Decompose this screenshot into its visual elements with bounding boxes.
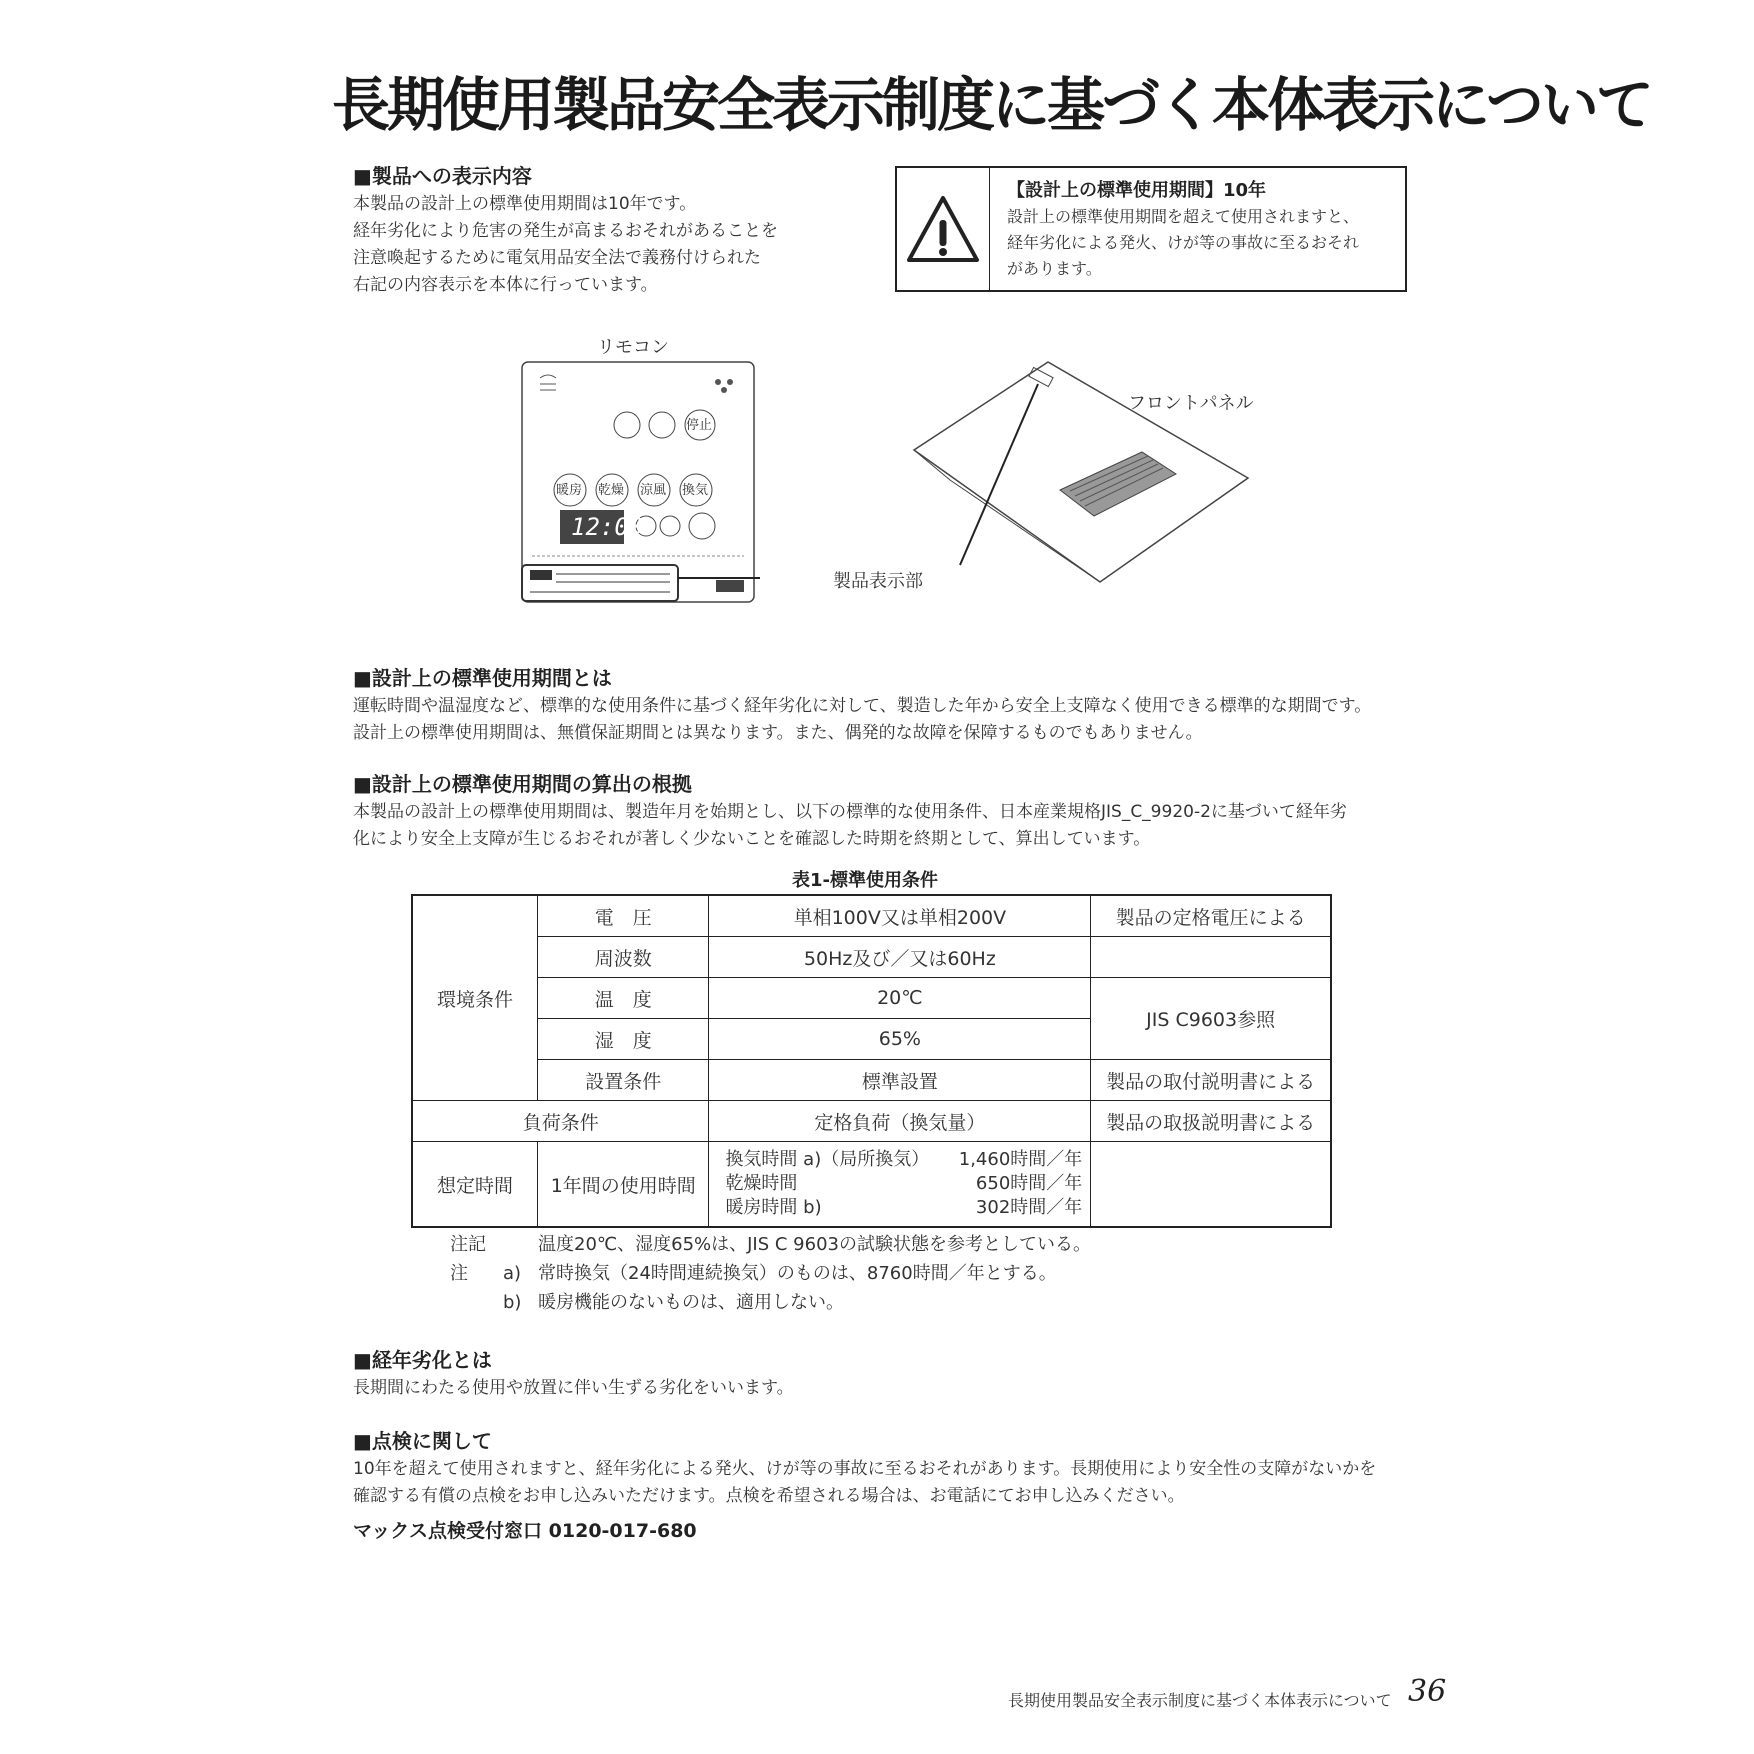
hours-value: 302時間／年 xyxy=(975,1197,1083,1218)
mode-button-label: 暖房 xyxy=(556,483,583,498)
paragraph-line: 化により安全上支障が生じるおそれが著しく少ないことを確認した時期を終期として、算出しています。 xyxy=(353,829,1151,849)
table-cell: 負荷条件 xyxy=(412,1101,709,1142)
note-marker: a) xyxy=(503,1263,522,1284)
table-cell: 周波数 xyxy=(538,937,709,978)
table-cell: 単相100V又は単相200V xyxy=(709,895,1091,937)
ceiling-unit-illustration xyxy=(910,350,1260,600)
paragraph-line: 設計上の標準使用期間は、無償保証期間とは異なります。また、偶発的な故障を保障するものでもありません。 xyxy=(353,723,1203,743)
note-label: 注記 xyxy=(450,1234,486,1255)
paragraph-line: 本製品の設計上の標準使用期間は、製造年月を始期とし、以下の標準的な使用条件、日本産業規格JIS_C_9920-2に基づいて経年劣 xyxy=(353,802,1347,822)
clock-display: 12:00 xyxy=(571,513,644,541)
table-cell: 20℃ xyxy=(709,978,1091,1019)
hours-value: 650時間／年 xyxy=(975,1173,1083,1194)
front-panel-label: フロントパネル xyxy=(1128,393,1254,414)
table-cell: 電 圧 xyxy=(538,895,709,937)
paragraph-line: 10年を超えて使用されますと、経年劣化による発火、けが等の事故に至るおそれがあります。長期使用により安全性の支障がないかを xyxy=(353,1459,1377,1479)
stop-label: 停止 xyxy=(686,418,713,433)
table-row xyxy=(412,937,1331,978)
note-label: 注 xyxy=(450,1263,468,1284)
note-marker: b) xyxy=(503,1292,522,1313)
table-cell: 設置条件 xyxy=(538,1060,709,1101)
hours-label: 換気時間 a)（局所換気） xyxy=(725,1149,930,1170)
table-cell xyxy=(1091,1142,1331,1228)
paragraph-line: 右記の内容表示を本体に行っています。 xyxy=(353,275,658,295)
table-cell: 環境条件 xyxy=(412,895,538,1101)
note-text: 常時換気（24時間連続換気）のものは、8760時間／年とする。 xyxy=(538,1263,1057,1284)
table-cell: 定格負荷（換気量） xyxy=(709,1101,1091,1142)
warning-line: があります。 xyxy=(1007,259,1102,278)
table-row xyxy=(412,895,1331,937)
remote-label: リモコン xyxy=(597,337,669,358)
table-cell: 50Hz及び／又は60Hz xyxy=(709,937,1091,978)
warning-line: 経年劣化による発火、けが等の事故に至るおそれ xyxy=(1007,233,1360,252)
section-period xyxy=(353,662,1371,747)
product-display-label: 製品表示部 xyxy=(833,571,923,592)
paragraph-line: 注意喚起するために電気用品安全法で義務付けられた xyxy=(353,248,761,268)
section-aging xyxy=(353,1344,794,1402)
table-cell: JIS C9603参照 xyxy=(1091,978,1331,1060)
note-text: 温度20℃、湿度65%は、JIS C 9603の試験状態を参考としている。 xyxy=(538,1234,1091,1255)
paragraph-line: 経年劣化により危害の発生が高まるおそれがあることを xyxy=(353,221,778,241)
warning-text xyxy=(1007,178,1359,282)
table-row xyxy=(412,1142,1331,1228)
table-caption: 表1-標準使用条件 xyxy=(792,870,938,891)
table-row xyxy=(412,1060,1331,1101)
table-cell: 製品の取扱説明書による xyxy=(1091,1101,1331,1142)
hours-value: 1,460時間／年 xyxy=(958,1149,1083,1170)
note-text: 暖房機能のないものは、適用しない。 xyxy=(538,1292,844,1313)
warning-triangle-icon xyxy=(897,168,989,290)
section-display xyxy=(353,160,778,299)
mode-button-label: 乾燥 xyxy=(598,483,625,498)
page-number: 36 xyxy=(1408,1674,1447,1709)
warning-title: 【設計上の標準使用期間】10年 xyxy=(1007,180,1267,201)
hours-row xyxy=(725,1196,1082,1220)
standard-conditions-table xyxy=(411,894,1332,1228)
table-cell: 製品の定格電圧による xyxy=(1091,895,1331,937)
hours-row xyxy=(725,1148,1082,1172)
section-heading: ■点検に関して xyxy=(353,1429,492,1453)
table-cell: 温 度 xyxy=(538,978,709,1019)
table-cell: 標準設置 xyxy=(709,1060,1091,1101)
table-row xyxy=(412,1101,1331,1142)
section-basis xyxy=(353,768,1347,853)
mode-button-label: 涼風 xyxy=(640,483,667,498)
paragraph-line: 確認する有償の点検をお申し込みいただけます。点検を希望される場合は、お電話にてお申し込みください。 xyxy=(353,1486,1185,1506)
section-heading: ■経年劣化とは xyxy=(353,1348,492,1372)
table-cell: 65% xyxy=(709,1019,1091,1060)
hours-row xyxy=(725,1172,1082,1196)
inspection-contact: マックス点検受付窓口 0120-017-680 xyxy=(353,1520,697,1542)
section-heading: ■設計上の標準使用期間とは xyxy=(353,666,612,690)
table-cell: 製品の取付説明書による xyxy=(1091,1060,1331,1101)
table-cell: 湿 度 xyxy=(538,1019,709,1060)
section-heading: ■製品への表示内容 xyxy=(353,164,532,188)
mode-button-label: 換気 xyxy=(682,483,709,498)
warning-label-box xyxy=(895,166,1407,292)
section-inspection xyxy=(353,1425,1376,1543)
footer-text: 長期使用製品安全表示制度に基づく本体表示について xyxy=(1008,1691,1392,1710)
table-row xyxy=(412,978,1331,1019)
paragraph-line: 本製品の設計上の標準使用期間は10年です。 xyxy=(353,194,697,214)
hours-label: 暖房時間 b) xyxy=(725,1197,822,1218)
warning-icon-cell xyxy=(897,168,990,290)
hours-cell xyxy=(709,1142,1091,1228)
warning-line: 設計上の標準使用期間を超えて使用されますと、 xyxy=(1007,207,1360,226)
section-heading: ■設計上の標準使用期間の算出の根拠 xyxy=(353,772,692,796)
paragraph-line: 運転時間や温湿度など、標準的な使用条件に基づく経年劣化に対して、製造した年から安全上支障なく使用できる標準的な期間です。 xyxy=(353,696,1372,716)
paragraph-line: 長期間にわたる使用や放置に伴い生ずる劣化をいいます。 xyxy=(353,1378,794,1398)
table-cell xyxy=(1091,937,1331,978)
page-title: 長期使用製品安全表示制度に基づく本体表示について xyxy=(332,71,1651,139)
hours-label: 乾燥時間 xyxy=(725,1173,798,1194)
table-cell: 想定時間 xyxy=(412,1142,538,1228)
table-cell: 1年間の使用時間 xyxy=(538,1142,709,1228)
